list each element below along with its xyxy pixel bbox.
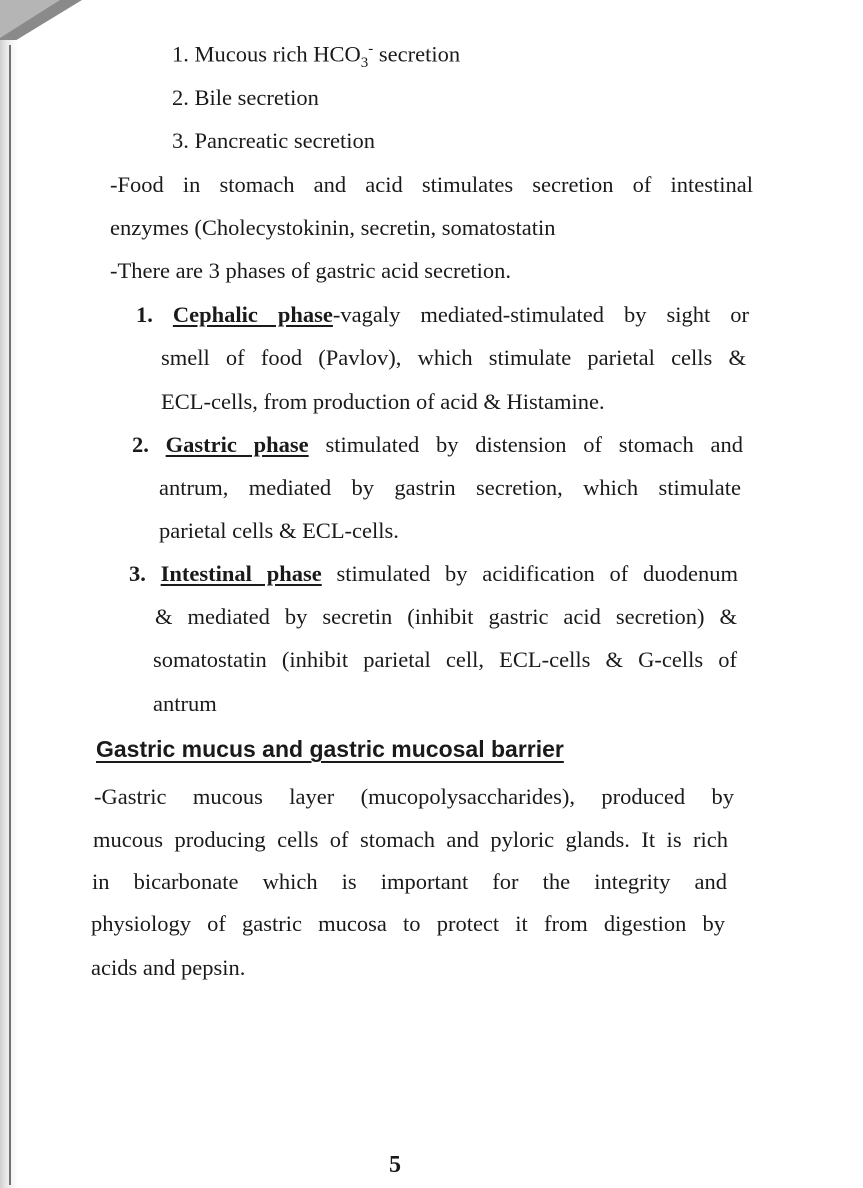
section-line4: physiology of gastric mucosa to protect it from digestion by bbox=[91, 911, 725, 936]
intestinal-phase-line2: & mediated by secretin (inhibit gastric acid secretion) & bbox=[155, 604, 737, 629]
intestinal-phase-line4: antrum bbox=[153, 691, 217, 716]
para1-line1: -Food in stomach and acid stimulates secretion of intestinal bbox=[110, 172, 753, 197]
cephalic-phase-line2: smell of food (Pavlov), which stimulate parietal cells & bbox=[161, 345, 746, 370]
gastric-phase-line2: antrum, mediated by gastrin secretion, which stimulate bbox=[159, 475, 741, 500]
binding-edge-line bbox=[9, 45, 11, 1185]
gastric-phase-line3: parietal cells & ECL-cells. bbox=[159, 518, 399, 543]
intestinal-phase-title: Intestinal phase bbox=[160, 561, 322, 586]
section-line2: mucous producing cells of stomach and pyloric glands. It is rich bbox=[93, 827, 728, 852]
list-item-pancreatic: 3. Pancreatic secretion bbox=[172, 128, 376, 153]
list-item-mucous: 1. Mucous rich $HCO_3^-$ secretion bbox=[172, 41, 461, 71]
page-number: 5 bbox=[389, 1152, 401, 1178]
list-item-bile: 2. Bile secretion bbox=[172, 85, 319, 110]
para1-line3: -There are 3 phases of gastric acid secretion. bbox=[110, 258, 512, 283]
section-line3: in bicarbonate which is important for the integrity and bbox=[92, 869, 727, 894]
para1-line2: enzymes (Cholecystokinin, secretin, somatostatin bbox=[110, 215, 556, 240]
section-line1: -Gastric mucous layer (mucopolysaccharides), produced by bbox=[94, 784, 734, 809]
gastric-phase-title: Gastric phase bbox=[165, 432, 309, 457]
section-heading: Gastric mucus and gastric mucosal barrier bbox=[96, 736, 564, 762]
cephalic-phase-line1: 1. Cephalic phase-vagaly mediated-stimulated by sight or bbox=[136, 302, 749, 327]
section-line5: acids and pepsin. bbox=[91, 955, 246, 980]
intestinal-phase-line3: somatostatin (inhibit parietal cell, ECL-cells & G-cells of bbox=[153, 647, 737, 672]
intestinal-phase-line1: 3. Intestinal phase stimulated by acidification of duodenum bbox=[129, 561, 739, 586]
gastric-phase-line1: 2. Gastric phase stimulated by distension of stomach and bbox=[132, 432, 744, 457]
cephalic-phase-title: Cephalic phase bbox=[172, 302, 333, 327]
cephalic-phase-line3: ECL-cells, from production of acid & Histamine. bbox=[161, 389, 605, 414]
